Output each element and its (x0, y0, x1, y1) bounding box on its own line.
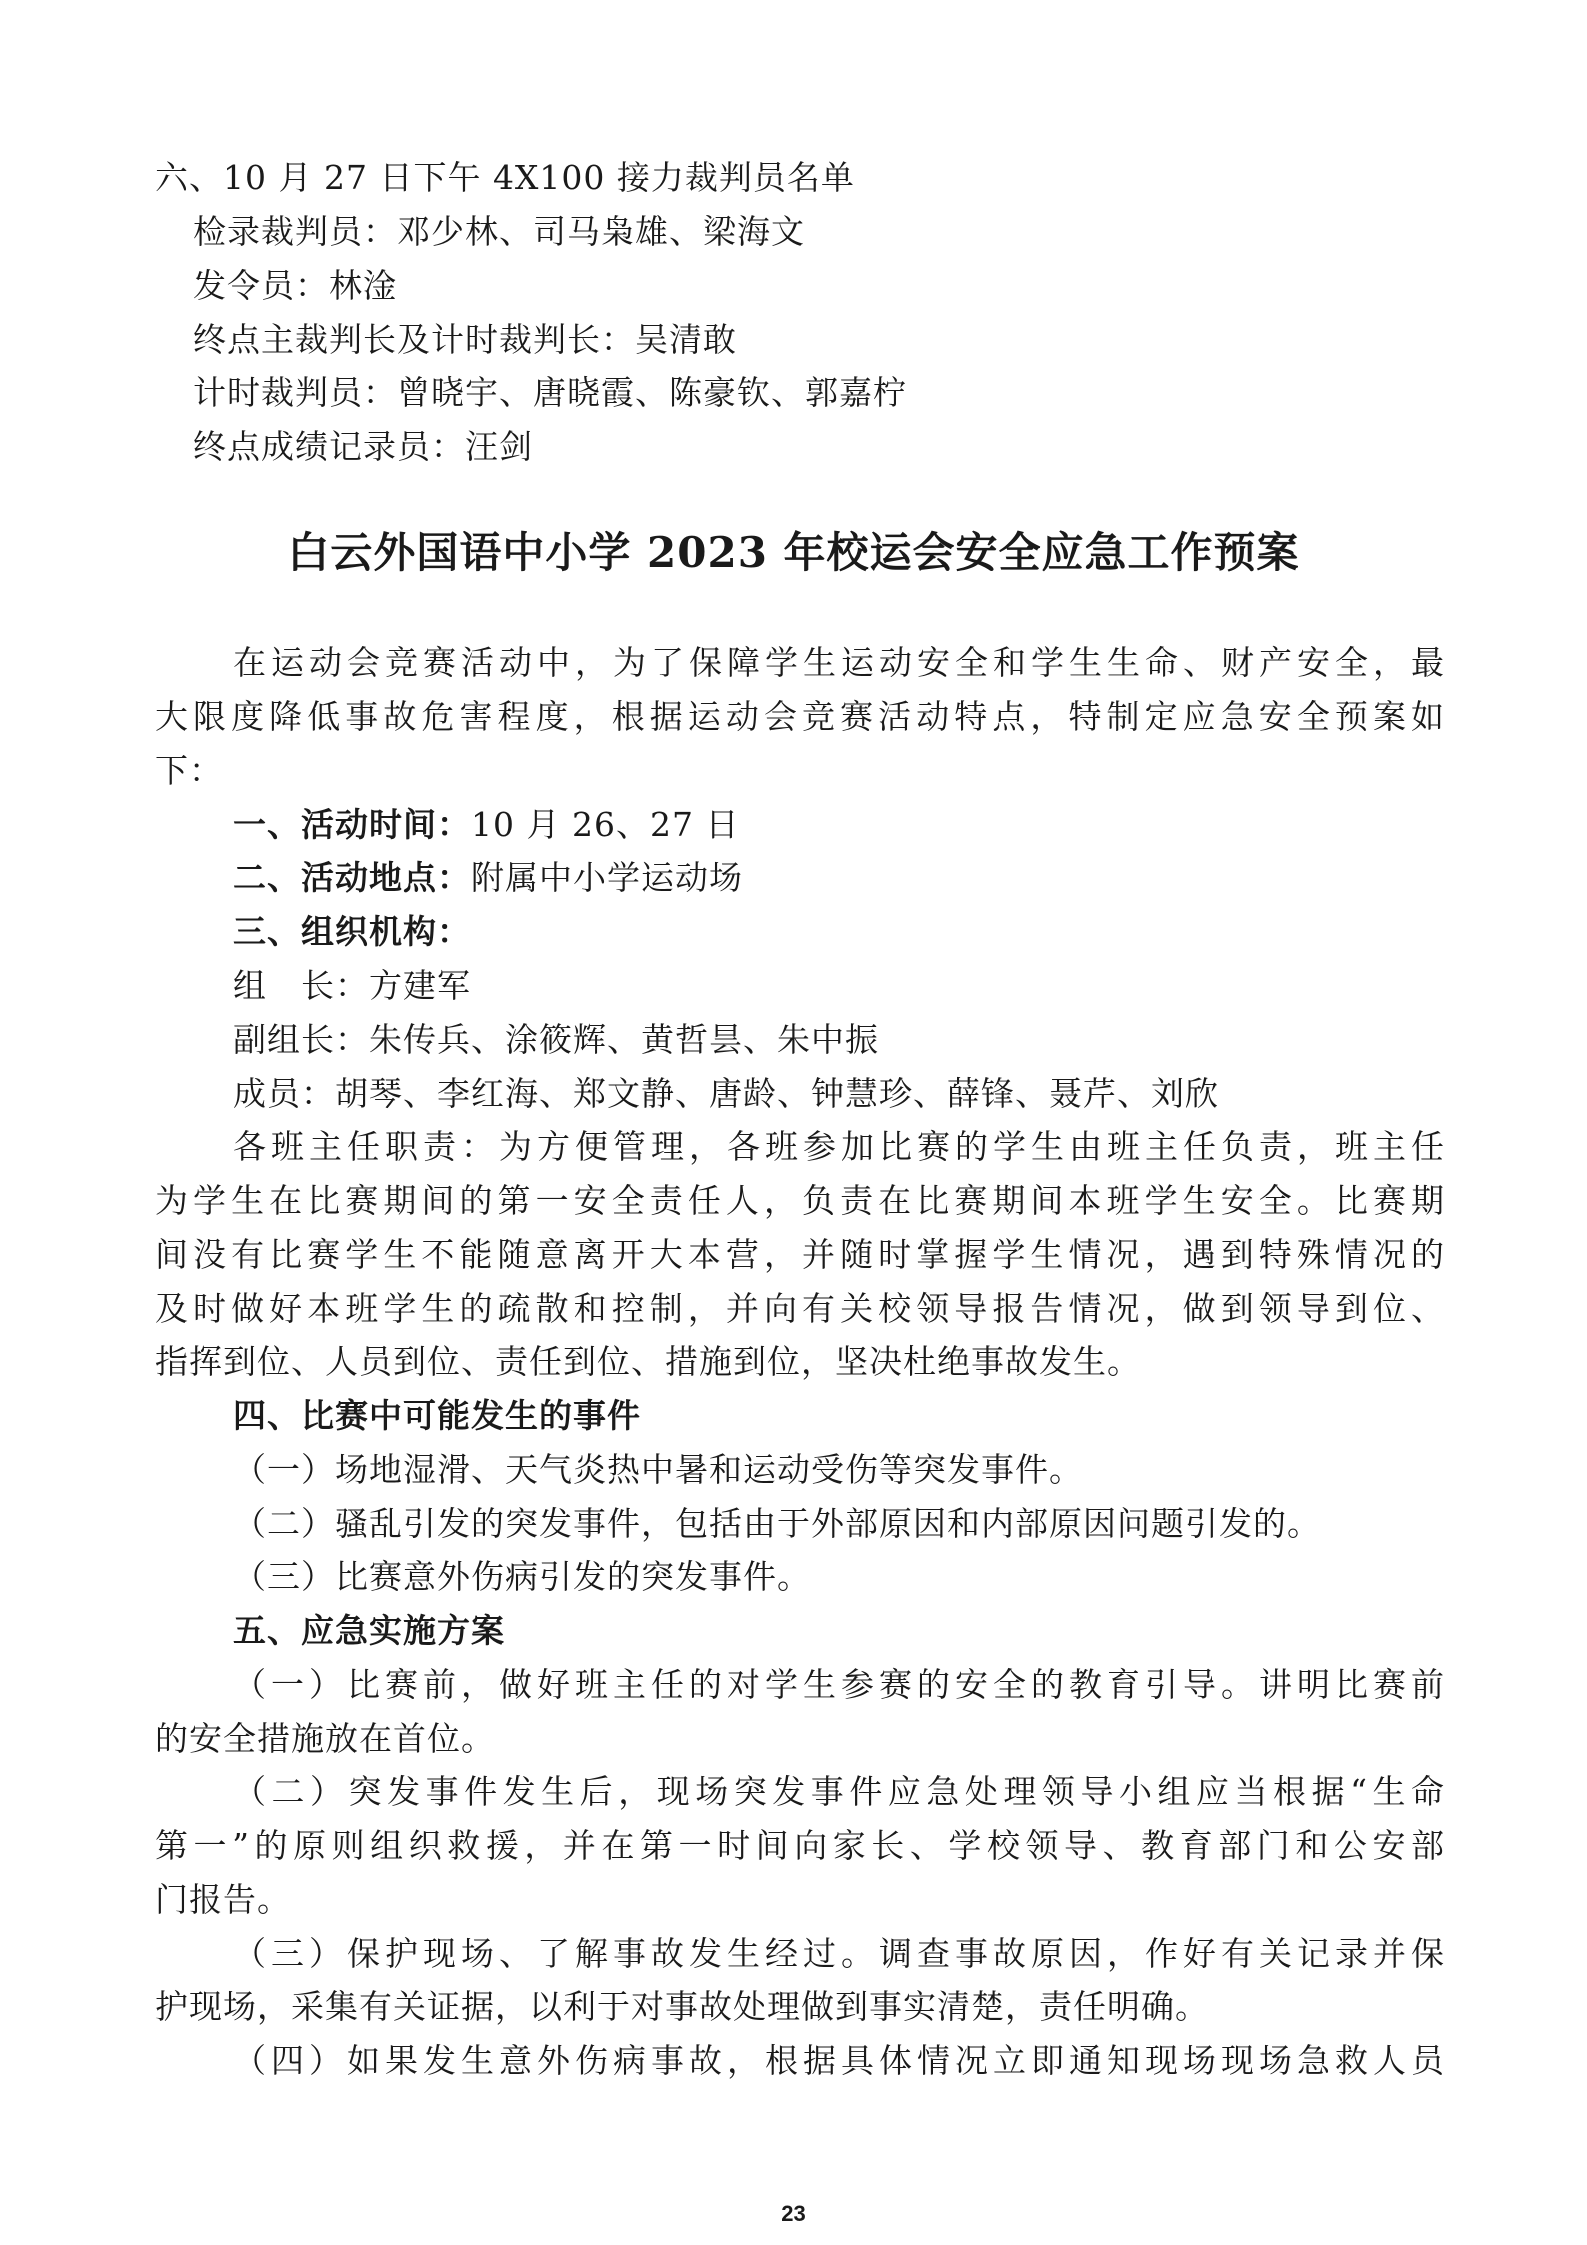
activity-time-label: 一、活动时间： (233, 805, 471, 844)
response-line: 的安全措施放在首位。 (155, 1719, 495, 1758)
referee-line: 检录裁判员：邓少林、司马枭雄、梁海文 (193, 212, 805, 251)
referee-line: 终点主裁判长及计时裁判长：吴清敢 (193, 320, 737, 359)
response-line: 第一”的原则组织救援，并在第一时间向家长、学校领导、教育部门和公安部 (155, 1826, 1445, 1865)
response-line: （四）如果发生意外伤病事故，根据具体情况立即通知现场现场急救人员 (233, 2041, 1445, 2080)
activity-time-value: 10 月 26、27 日 (471, 805, 740, 844)
duty-line: 间没有比赛学生不能随意离开大本营，并随时掌握学生情况，遇到特殊情况的 (155, 1235, 1445, 1274)
referee-line: 计时裁判员：曾晓宇、唐晓霞、陈豪钦、郭嘉柠 (193, 373, 907, 412)
event-item: （一）场地湿滑、天气炎热中暑和运动受伤等突发事件。 (233, 1450, 1083, 1489)
activity-place-label: 二、活动地点： (233, 858, 471, 897)
paragraph-line: 在运动会竞赛活动中，为了保障学生运动安全和学生生命、财产安全，最 (233, 643, 1445, 682)
event-item: （三）比赛意外伤病引发的突发事件。 (233, 1557, 811, 1596)
event-item: （二）骚乱引发的突发事件，包括由于外部原因和内部原因问题引发的。 (233, 1504, 1321, 1543)
duty-line: 为学生在比赛期间的第一安全责任人，负责在比赛期间本班学生安全。比赛期 (155, 1181, 1445, 1220)
response-line: （一）比赛前，做好班主任的对学生参赛的安全的教育引导。讲明比赛前 (233, 1665, 1445, 1704)
response-line: （三）保护现场、了解事故发生经过。调查事故原因，作好有关记录并保 (233, 1934, 1445, 1973)
duty-line: 及时做好本班学生的疏散和控制，并向有关校领导报告情况，做到领导到位、 (155, 1289, 1445, 1328)
org-members: 成员：胡琴、李红海、郑文静、唐龄、钟慧珍、薛锋、聂芹、刘欣 (233, 1074, 1219, 1113)
activity-time (233, 805, 1523, 845)
events-heading: 四、比赛中可能发生的事件 (233, 1396, 641, 1435)
response-line: 护现场，采集有关证据，以利于对事故处理做到事实清楚，责任明确。 (155, 1987, 1209, 2026)
response-line: 门报告。 (155, 1880, 291, 1919)
referee-line: 发令员：林淦 (193, 266, 397, 305)
paragraph-line: 大限度降低事故危害程度，根据运动会竞赛活动特点，特制定应急安全预案如 (155, 697, 1445, 736)
duty-line: 指挥到位、人员到位、责任到位、措施到位，坚决杜绝事故发生。 (155, 1342, 1141, 1381)
org-heading: 三、组织机构： (233, 912, 471, 951)
paragraph-line: 下： (155, 751, 223, 790)
org-leader: 组 长：方建军 (233, 966, 471, 1005)
response-line: （二）突发事件发生后，现场突发事件应急处理领导小组应当根据“生命 (233, 1772, 1445, 1811)
referee-line: 终点成绩记录员：汪剑 (193, 427, 533, 466)
duty-line: 各班主任职责：为方便管理，各班参加比赛的学生由班主任负责，班主任 (233, 1127, 1445, 1166)
section-heading: 六、10 月 27 日下午 4X100 接力裁判员名单 (155, 158, 855, 197)
response-heading: 五、应急实施方案 (233, 1611, 505, 1650)
plan-title: 白云外国语中小学 2023 年校运会安全应急工作预案 (287, 528, 1300, 577)
page-number: 23 (781, 2201, 806, 2226)
activity-place (233, 858, 1523, 898)
activity-place-value: 附属中小学运动场 (471, 858, 743, 897)
org-deputy: 副组长：朱传兵、涂筱辉、黄哲昙、朱中振 (233, 1020, 879, 1059)
